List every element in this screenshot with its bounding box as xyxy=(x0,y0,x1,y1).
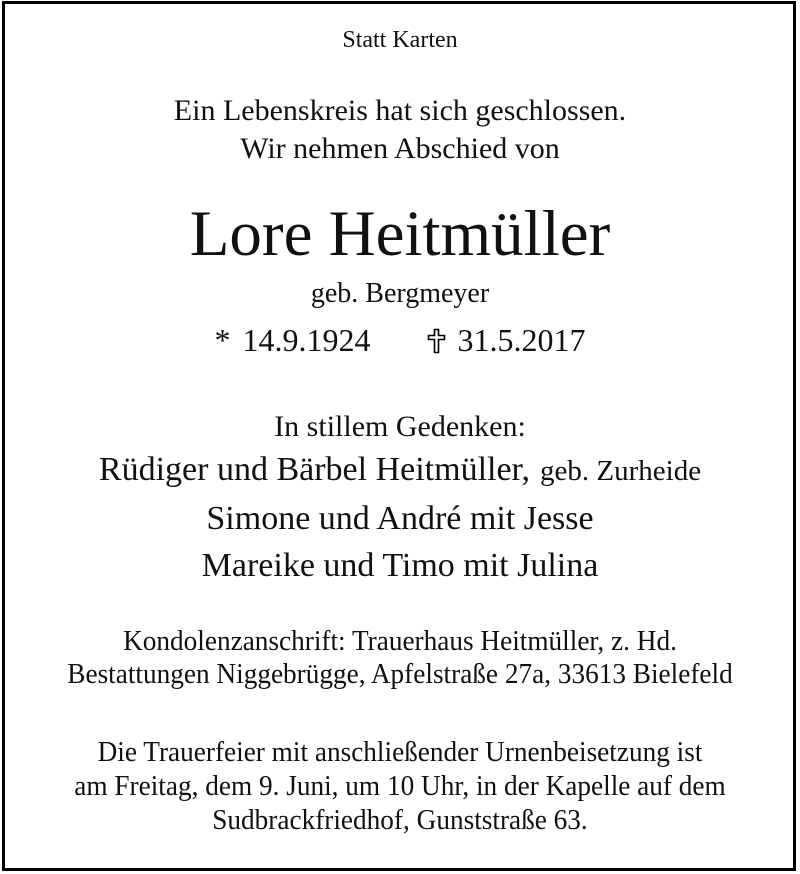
death-date-group xyxy=(427,320,586,360)
deceased-name: Lore Heitmüller xyxy=(189,198,611,270)
memorial-heading: In stillem Gedenken: xyxy=(274,410,526,443)
intro-line-2: Wir nehmen Abschied von xyxy=(240,132,560,165)
cross-icon xyxy=(427,320,446,360)
funeral-info-line-2: am Freitag, dem 9. Juni, um 10 Uhr, in der Kapelle auf dem xyxy=(74,770,726,802)
birth-date: 14.9.1924 xyxy=(242,322,371,358)
mourner-names: Simone und André mit Jesse xyxy=(206,500,594,537)
condolence-address-line-1: Kondolenzanschrift: Trauerhaus Heitmüller, z. Hd. xyxy=(123,625,677,657)
condolence-address-line-2: Bestattungen Niggebrügge, Apfelstraße 27a, 33613 Bielefeld xyxy=(67,658,733,690)
intro-line-1: Ein Lebenskreis hat sich geschlossen. xyxy=(173,94,627,127)
mourner-names: Mareike und Timo mit Julina xyxy=(201,547,599,584)
maiden-name: geb. Bergmeyer xyxy=(310,278,490,309)
funeral-info-line-3: Sudbrackfriedhof, Gunststraße 63. xyxy=(212,804,588,836)
preheader-text: Statt Karten xyxy=(342,27,458,53)
mourner-line xyxy=(0,446,800,495)
mourner-line xyxy=(0,495,800,542)
funeral-info-line-1: Die Trauerfeier mit anschließender Urnenbeisetzung ist xyxy=(97,736,703,768)
mourner-maiden-name: geb. Zurheide xyxy=(540,455,702,487)
mourner-line xyxy=(0,542,800,589)
death-date: 31.5.2017 xyxy=(457,322,586,358)
life-dates xyxy=(0,320,800,360)
birth-date-group xyxy=(215,320,371,360)
birth-symbol: * xyxy=(214,322,231,358)
mourner-names: Rüdiger und Bärbel Heitmüller, xyxy=(98,451,531,488)
notice-content xyxy=(0,24,800,874)
